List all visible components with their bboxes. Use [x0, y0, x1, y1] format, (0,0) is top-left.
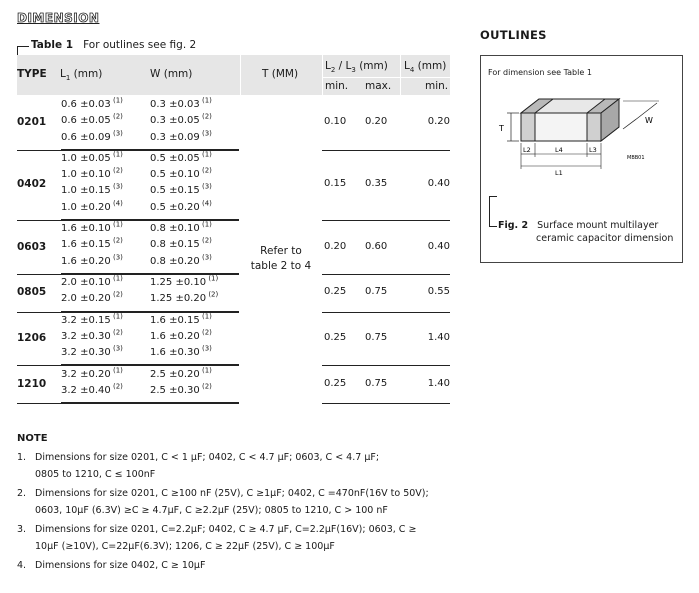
cell-l23-max: 0.35 [365, 178, 388, 190]
cell-l4-min: 0.40 [427, 240, 450, 252]
cell-l4-min: 1.40 [427, 377, 450, 389]
cell-l1: 1.0 ±0.20 $^{(4)}$ [61, 199, 123, 213]
dim-label-l2: L2 [523, 146, 531, 154]
cell-l23-min: 0.15 [324, 178, 347, 190]
cell-l1: 1.0 ±0.15 $^{(3)}$ [61, 183, 123, 197]
header-l23-max: max. [365, 80, 392, 92]
outline-figure-box [480, 55, 683, 263]
cell-w: 1.6 ±0.15 $^{(1)}$ [150, 312, 212, 326]
cell-l23-max: 0.75 [365, 332, 388, 344]
table-row-group [17, 151, 450, 220]
cell-l1: 1.6 ±0.10 $^{(1)}$ [61, 220, 123, 235]
cell-w: 0.5 ±0.05 $^{(1)}$ [150, 150, 212, 164]
t-merged-cell: Refer to table 2 to 4 [250, 245, 312, 272]
header-l1: $L_1$ (mm) [60, 68, 103, 83]
table-row-group [17, 97, 450, 150]
table-row-group [17, 275, 450, 312]
outline-box-note: For dimension see Table 1 [488, 68, 592, 77]
cell-w: 0.8 ±0.20 $^{(3)}$ [150, 253, 212, 267]
cell-w: 1.25 ±0.10 $^{(1)}$ [150, 274, 219, 288]
cell-l1: 2.0 ±0.20 $^{(2)}$ [61, 290, 123, 305]
dim-label-l3: L3 [589, 146, 597, 154]
cell-l1: 2.0 ±0.10 $^{(1)}$ [61, 274, 123, 288]
termination-right [587, 113, 601, 141]
cell-l23-max: 0.60 [365, 240, 388, 252]
dim-label-w: W [645, 116, 653, 125]
fig-label: Fig. 2 [498, 220, 529, 231]
table-caption-text: For outlines see fig. 2 [83, 39, 197, 51]
note-item: 3. Dimensions for size 0201, C=2.2µF; 0402, C ≥ 4.7 µF, C=2.2µF(16V); 0603, C ≥ 10µF (≥10V), C=22µF(6.3V); 1206, C ≥ 22µF (25V), C ≥ 100µF [17, 524, 417, 552]
header-l2l3: $L_2 / L_3$ (mm) [325, 60, 388, 75]
cell-type: 1206 [17, 332, 47, 345]
cell-w: 0.3 ±0.05 $^{(2)}$ [150, 112, 212, 127]
cell-l23-max: 0.75 [365, 377, 388, 389]
termination-left [521, 113, 535, 141]
capacitor-drawing [489, 91, 674, 181]
cell-l23-min: 0.25 [324, 332, 347, 344]
cell-l23-min: 0.10 [324, 116, 347, 128]
cell-l23-min: 0.25 [324, 286, 347, 298]
cell-l4-min: 0.55 [427, 286, 450, 298]
table-caption-label: Table 1 [31, 39, 74, 51]
header-t: T (MM) [262, 68, 299, 80]
section-heading: DIMENSION [17, 11, 100, 25]
cell-l1: 3.2 ±0.20 $^{(1)}$ [61, 366, 123, 380]
cell-l23-min: 0.25 [324, 377, 347, 389]
cell-w: 2.5 ±0.30 $^{(2)}$ [150, 382, 212, 396]
drawing-ref: MBB01 [627, 155, 645, 161]
dim-label-l1: L1 [555, 169, 563, 177]
cell-l1: 1.6 ±0.20 $^{(3)}$ [61, 253, 123, 267]
cell-l1: 1.0 ±0.05 $^{(1)}$ [61, 150, 123, 164]
note-item: 2. Dimensions for size 0201, C ≥100 nF (25V), C ≥1µF; 0402, C =470nF(16V to 50V); 0603, 10µF (6.3V) ≥C ≥ 4.7µF, C ≥2.2µF (25V); 0805 to 1210, C > 100 nF [17, 488, 429, 516]
cell-w: 0.5 ±0.10 $^{(2)}$ [150, 166, 212, 181]
cell-l1: 1.6 ±0.15 $^{(2)}$ [61, 237, 123, 251]
cell-w: 1.6 ±0.20 $^{(2)}$ [150, 328, 212, 342]
dim-label-l4: L4 [555, 146, 563, 154]
table-row-group [17, 313, 450, 366]
header-l4-min: min. [425, 80, 449, 92]
cell-l1: 3.2 ±0.30 $^{(2)}$ [61, 328, 123, 342]
header-l23-min: min. [325, 80, 349, 92]
dim-label-t: T [499, 124, 504, 133]
cell-l4-min: 0.40 [427, 178, 450, 190]
fig-caption: Fig. 2 Surface mount multilayer ceramic capacitor dimension [498, 220, 674, 244]
cell-w: 0.3 ±0.03 $^{(1)}$ [150, 96, 212, 110]
header-type: TYPE [17, 68, 47, 80]
note-item: 4. Dimensions for size 0402, C ≥ 10µF [17, 560, 206, 571]
cell-l1: 1.0 ±0.10 $^{(2)}$ [61, 166, 123, 181]
cell-type: 0402 [17, 178, 47, 191]
cell-w: 1.25 ±0.20 $^{(2)}$ [150, 290, 219, 305]
cell-l1: 3.2 ±0.40 $^{(2)}$ [61, 382, 123, 396]
cell-type: 0201 [17, 116, 47, 129]
cell-l1: 3.2 ±0.15 $^{(1)}$ [61, 312, 123, 326]
cell-l4-min: 1.40 [427, 332, 450, 344]
cell-w: 1.6 ±0.30 $^{(3)}$ [150, 344, 212, 359]
cell-type: 1210 [17, 377, 47, 390]
table-caption [17, 38, 317, 54]
cell-w: 0.5 ±0.15 $^{(3)}$ [150, 183, 212, 197]
cell-w: 0.8 ±0.15 $^{(2)}$ [150, 237, 212, 251]
header-w: W (mm) [150, 68, 193, 80]
outlines-title: OUTLINES [480, 28, 547, 42]
cell-type: 0805 [17, 286, 47, 299]
cell-type: 0603 [17, 240, 47, 253]
table-row-group [17, 221, 450, 274]
cell-w: 0.3 ±0.09 $^{(3)}$ [150, 129, 212, 143]
note-title: NOTE [17, 433, 48, 444]
cell-l1: 0.6 ±0.03 $^{(1)}$ [61, 96, 123, 110]
cell-l1: 3.2 ±0.30 $^{(3)}$ [61, 344, 123, 359]
cell-l23-max: 0.75 [365, 286, 388, 298]
cell-l1: 0.6 ±0.05 $^{(2)}$ [61, 112, 123, 127]
cell-w: 0.8 ±0.10 $^{(1)}$ [150, 220, 212, 235]
header-l4: $L_4$ (mm) [404, 60, 447, 75]
cell-w: 0.5 ±0.20 $^{(4)}$ [150, 199, 212, 213]
cell-l1: 0.6 ±0.09 $^{(3)}$ [61, 129, 123, 143]
cell-w: 2.5 ±0.20 $^{(1)}$ [150, 366, 212, 380]
cell-l23-min: 0.20 [324, 240, 347, 252]
cell-l4-min: 0.20 [427, 116, 450, 128]
cell-l23-max: 0.20 [365, 116, 388, 128]
note-item: 1. Dimensions for size 0201, C < 1 µF; 0402, C < 4.7 µF; 0603, C < 4.7 µF; 0805 to 1210, C ≤ 100nF [17, 452, 380, 480]
table-row-group [17, 367, 450, 404]
